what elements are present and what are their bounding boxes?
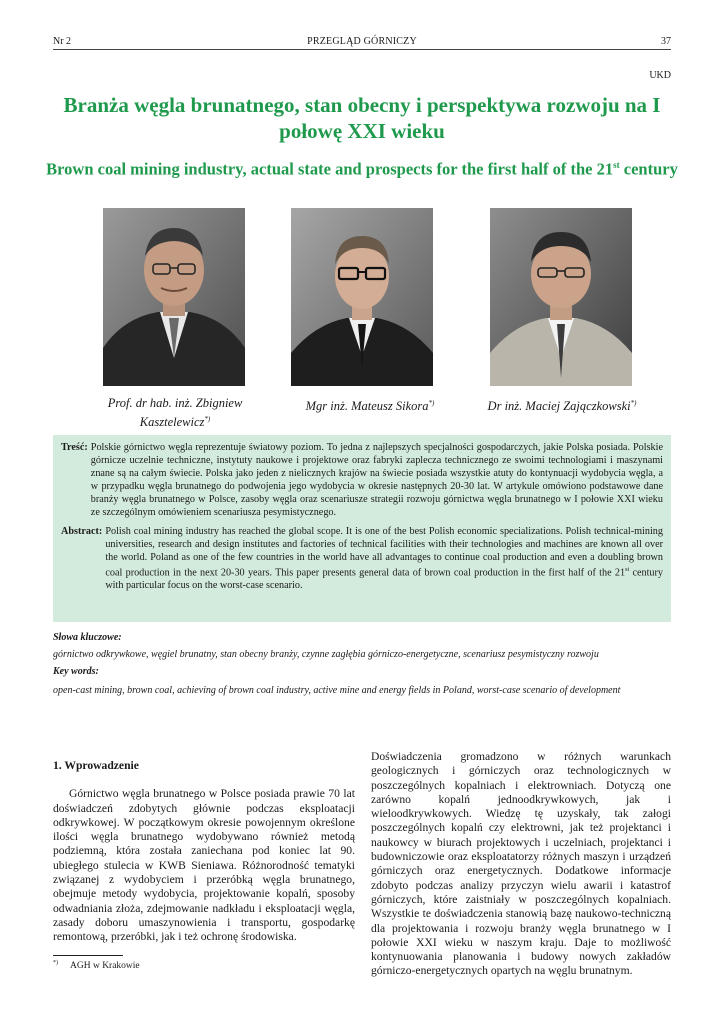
journal-name: PRZEGLĄD GÓRNICZY (307, 36, 417, 47)
footnote-mark: *) (53, 960, 58, 966)
body-column-right (371, 750, 671, 979)
title-polish: Branża węgla brunatnego, stan obecny i perspektywa rozwoju na I połowę XXI wieku (63, 93, 661, 143)
keywords-polish: górnictwo odkrywkowe, węgiel brunatny, stan obecny branży, czynne zagłębia górniczo-energetyczne, scenariusz pesymistyczny rozwoju (53, 649, 599, 660)
author-photo-3 (490, 208, 632, 386)
page-number: 37 (661, 36, 671, 47)
running-header (53, 36, 671, 50)
section-heading: 1. Wprowadzenie (53, 759, 139, 772)
author-name-2: Mgr inż. Mateusz Sikora*) (305, 399, 435, 414)
author-name-1: Prof. dr hab. inż. Zbigniew Kasztelewicz*) (107, 396, 243, 430)
author-photo-2 (291, 208, 433, 386)
abstract-box (53, 435, 671, 622)
abstract-polish: Treść: Polskie górnictwo węgla reprezentuje światowy poziom. To jedna z najlepszych specjalności gospodarczych, jakie Polska posiada. Polskie górnicze uczelnie techniczne, instytuty naukowe i projektowe oraz fabryki zaplecza technicznego ze swoimi technologiami i maszynami znane są na całym świecie. Polska jako jeden z nielicznych krajów na świecie posiada wszystkie atuty do kontynuacji wydobycia węgla, a w przypadku węgla brunatnego do podwojenia jego wydobycia w okresie następnych 20-30 lat. W artykule omówiono podstawowe dane branży węgla brunatnego w Polsce, zasoby węgla oraz scenariusze strategii rozwoju górnictwa węgla brunatnego w I połowie XXI wieku ze szczególnym omówieniem scenariusza pesymistycznego. (61, 442, 663, 518)
author-name-3: Dr inż. Maciej Zajączkowski*) (487, 399, 637, 414)
abstract-english: Abstract: Polish coal mining industry has reached the global scope. It is one of the best Polish economic specializations. Polish technical-mining universities, research and design institutes and factories of technical facilities with their technologies and machines are known all over the world. Poland as one of the few countries in the world have all advantages to continue coal production and even a doubling brown coal production in the next 20-30 years. This paper presents general data of brown coal production in the first half of the 21st century with particular focus on the worst-case scenario. (61, 526, 663, 592)
footnote-rule (53, 955, 123, 956)
title-english-main: Brown coal mining industry, actual state and prospects for the first half of the 21 (46, 159, 614, 179)
keywords-english-label: Key words: (53, 666, 99, 677)
title-english-sup: st (613, 160, 620, 170)
footnote (53, 960, 140, 971)
title-english-tail: century (623, 159, 678, 179)
abstract-english-text: Polish coal mining industry has reached the global scope. It is one of the best Polish economic specializations. Polish technical-mining universities, research and design institutes and factories of technical facilities with their technologies and machines are known all over the world. Poland as one of the few countries in the world have all advantages to continue coal production and even a doubling brown coal production in the next 20-30 years. This paper presents general data of brown coal production in the first half of the 21st century with particular focus on the worst-case scenario. (105, 526, 663, 592)
abstract-polish-label: Treść (61, 442, 85, 453)
title-english (40, 155, 684, 180)
keywords-english: open-cast mining, brown coal, achieving of brown coal industry, active mine and energy fields in Poland, worst-case scenario of development (53, 685, 621, 696)
keywords-polish-label: Słowa kluczowe: (53, 632, 122, 643)
issue-number: Nr 2 (53, 36, 72, 47)
ukd-label: UKD (649, 70, 671, 81)
abstract-english-label: Abstract (61, 526, 99, 537)
body-column-left (53, 750, 355, 945)
abstract-polish-text: Polskie górnictwo węgla reprezentuje światowy poziom. To jedna z najlepszych specjalności gospodarczych, jakie Polska posiada. Polskie górnicze uczelnie techniczne, instytuty naukowe i projektowe oraz fabryki zaplecza technicznego ze swoimi technologiami i maszynami znane są na całym świecie. Polska jako jeden z nielicznych krajów na świecie posiada wszystkie atuty do kontynuacji wydobycia węgla, a w przypadku węgla brunatnego do podwojenia jego wydobycia w okresie następnych 20-30 lat. W artykule omówiono podstawowe dane branży węgla brunatnego w Polsce, zasoby węgla oraz scenariusze strategii rozwoju górnictwa węgla brunatnego w I połowie XXI wieku ze szczególnym omówieniem scenariusza pesymistycznego. (90, 442, 663, 518)
intro-paragraph-left: Górnictwo węgla brunatnego w Polsce posiada prawie 70 lat doświadczeń zdobytych głównie podczas eksploatacji odkrywkowej. W początkowym okresie powojennym określone ilości węgla brunatnego wydobywano również metodą podziemną, która została zaniechana pod koniec lat 90. ubiegłego stulecia w KWB Sieniawa. Różnorodność tematyki związanej z wydobyciem i przeróbką węgla brunatnego, obejmuje metody wydobycia, projektowanie kopalń, sposoby odwadniania złoża, zdejmowanie nadkładu i eksploatacji węgla, zasady doboru umaszynowienia i transportu, gospodarkę remontową, przeróbki, jak i też ochronę środowiska. (53, 787, 355, 944)
intro-paragraph-right: Doświadczenia gromadzono w różnych warunkach geologicznych i górniczych oraz technologicznych w poszczególnych kopalniach i elektrowniach. Dotyczą one zarówno kopalń jednoodkrywkowych, jak i wieloodkrywkowych. Wiedzę tę uzyskały, tak załogi poszczególnych kopalń czy elektrowni, jak też projektanci i naukowcy w biurach projektowych i uczelniach, projektanci i budowniczowie oraz eksploatatorzy różnych maszyn i urządzeń górniczych oraz energetycznych. Dodatkowe informacje zdobyto podczas analizy przyczyn wielu awarii i katastrof górniczych, które zaistniały w poszczególnych kopalniach. Wszystkie te doświadczenia stanowią bazę naukowo-techniczną dla projektowania i rozwoju branży węgla brunatnego w I połowie XXI wieku w naszym kraju. Daje to możliwość kontynuowania planowania i budowy nowych zakładów górniczo-energetycznych opartych na węglu brunatnym. (371, 750, 671, 978)
author-photo-1 (103, 208, 245, 386)
footnote-text: AGH w Krakowie (70, 961, 140, 972)
